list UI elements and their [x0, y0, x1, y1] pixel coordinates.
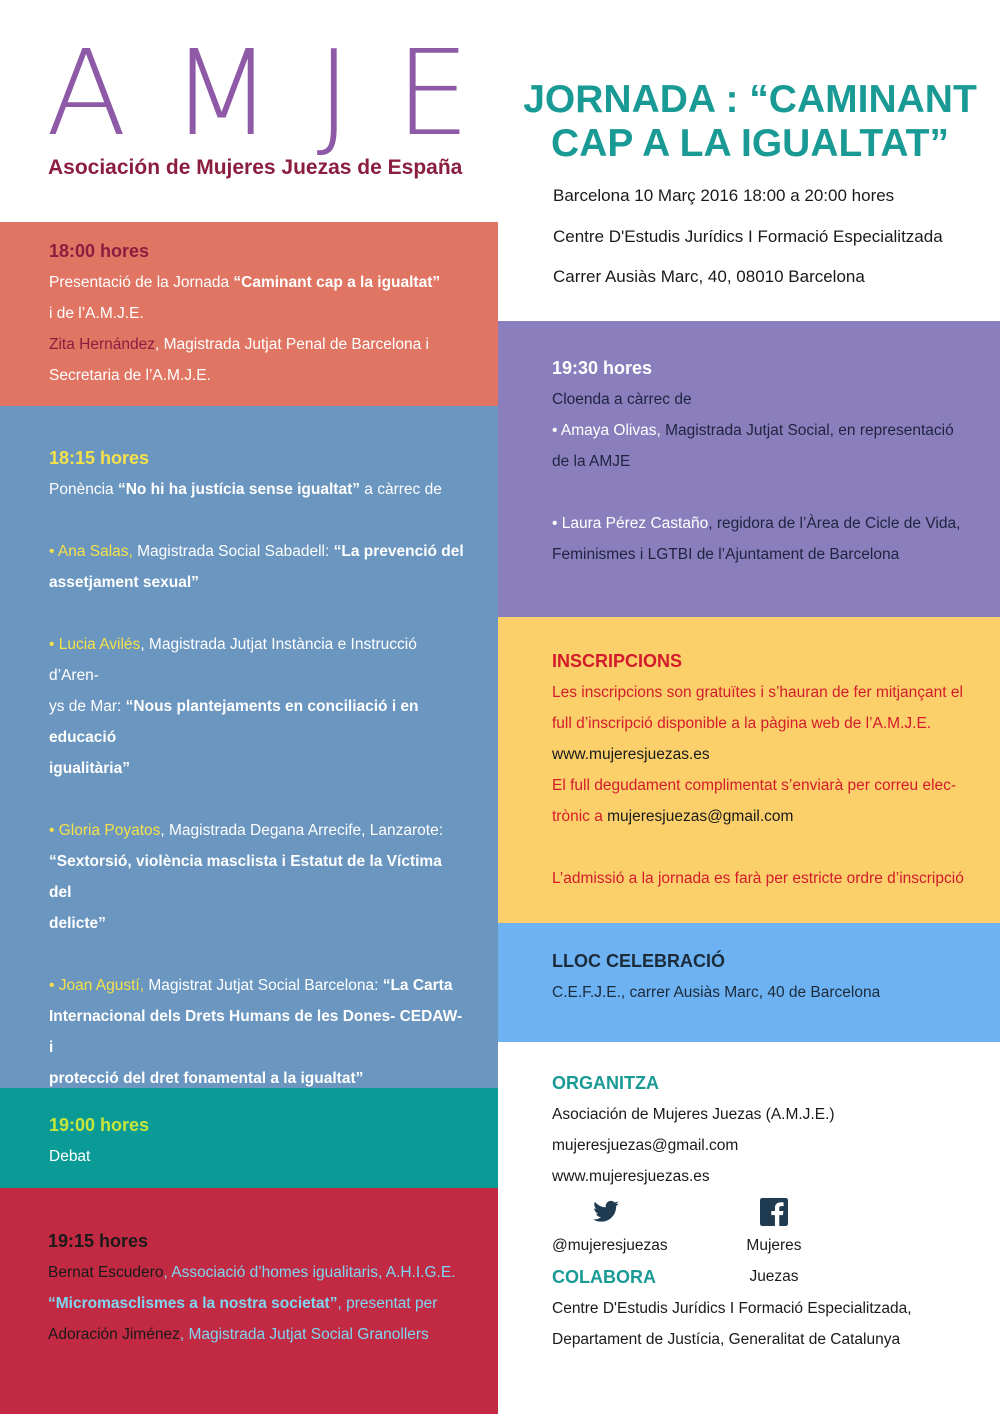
amje-logo: AMJE [46, 24, 514, 162]
panelist-4-talk-cont2: protecció del dret fonamental a la igualtat” [49, 1070, 364, 1087]
registration-line2: full d’inscripció disponible a la pàgina web de l’A.M.J.E. [552, 715, 932, 732]
session-1815-hour: 18:15 hores [49, 448, 150, 468]
registration-admission-note: L’admissió a la jornada es farà per estricte ordre d’inscripció [552, 870, 964, 887]
panelist-2-talk-cont: igualitària” [49, 760, 130, 777]
event-address: Carrer Ausiàs Marc, 40, 08010 Barcelona [553, 267, 865, 286]
session-1900-panel [0, 1088, 498, 1188]
panelist-4-name: • Joan Agustí, [49, 977, 145, 994]
closing-speaker-1-role: Magistrada Jutjat Social, en representació [660, 422, 954, 439]
organizer-title: ORGANITZA [552, 1073, 659, 1093]
panelist-3-role: , Magistrada Degana Arrecife, Lanzarote: [160, 822, 444, 839]
session-1900-hour: 19:00 hores [49, 1115, 150, 1135]
facebook-icon [760, 1198, 788, 1226]
panelist-3-line [49, 815, 468, 846]
session-1915-line2 [48, 1288, 468, 1319]
closing-speaker-1-name: • Amaya Olivas, [552, 422, 661, 439]
organizer-name: Asociación de Mujeres Juezas (A.M.J.E.) [552, 1106, 835, 1123]
session-1800-speaker-role-cont: Secretaria de l’A.M.J.E. [49, 367, 211, 384]
panelist-3-talk-cont: delicte” [49, 915, 106, 932]
registration-email-link[interactable]: mujeresjuezas@gmail.com [607, 808, 794, 825]
closing-speaker-1-line [552, 415, 970, 446]
session-1915-panel [0, 1188, 498, 1414]
panelist-2-role-cont: ys de Mar: [49, 698, 126, 715]
organizer-website-link[interactable]: www.mujeresjuezas.es [552, 1168, 710, 1185]
session-1815-intro-end: a càrrec de [359, 481, 442, 498]
venue-title: LLOC CELEBRACIÓ [552, 951, 725, 971]
panelist-1-talk: “La prevenció del [333, 543, 464, 560]
session-1800-intro [49, 267, 458, 298]
panelist-3-name: • Gloria Poyatos [49, 822, 161, 839]
panelist-4-line [49, 970, 468, 1001]
session-1915-talk: “Micromasclismes a la nostra societat” [48, 1295, 338, 1312]
event-venue: Centre D'Estudis Jurídics I Formació Especialitzada [553, 227, 943, 246]
panelist-1-role: Magistrada Social Sabadell: [132, 543, 334, 560]
panelist-2-line2 [49, 691, 468, 753]
panelist-2-role: , Magistrada Jutjat Instància e Instrucció d’Aren- [49, 636, 417, 684]
session-1800-intro-title: “Caminant cap a la igualtat” [233, 274, 441, 291]
closing-speaker-1-role-cont: de la AMJE [552, 453, 631, 470]
closing-speaker-2-role: , regidora de l’Àrea de Cicle de Vida, [708, 515, 961, 532]
session-1800-intro-text: Presentació de la Jornada [49, 274, 234, 291]
session-1915-line3 [48, 1319, 468, 1350]
twitter-handle: @mujeresjuezas [552, 1237, 668, 1254]
session-1800-speaker-line [49, 329, 458, 360]
panelist-1-talk-cont: assetjament sexual” [49, 574, 199, 591]
session-1800-speaker-role: , Magistrada Jutjat Penal de Barcelona i [154, 336, 429, 353]
collaborator-title: COLABORA [552, 1267, 656, 1287]
event-title [500, 78, 1000, 166]
twitter-link[interactable] [552, 1198, 668, 1261]
session-1915-speaker1: Bernat Escudero [48, 1264, 164, 1281]
session-1900-text: Debat [49, 1148, 91, 1165]
panelist-4-role: Magistrat Jutjat Social Barcelona: [144, 977, 383, 994]
organizer-email-link[interactable]: mujeresjuezas@gmail.com [552, 1137, 739, 1154]
session-1815-intro-text: Ponència [49, 481, 118, 498]
panelist-3-talk: “Sextorsió, violència masclista i Estatut de la Víctima del [49, 853, 442, 901]
organizer-panel [498, 1062, 1000, 1412]
panelist-2-line [49, 629, 468, 691]
venue-panel [498, 923, 1000, 1042]
facebook-link[interactable] [722, 1198, 826, 1292]
panelist-2-talk: “Nous plantejaments en conciliació i en educació [49, 698, 419, 746]
session-1800-intro-cont: i de l’A.M.J.E. [49, 305, 144, 322]
facebook-page-name: Mujeres Juezas [746, 1237, 802, 1285]
collaborator-line2: Departament de Justícia, Generalitat de Catalunya [552, 1331, 901, 1348]
session-1800-hour: 18:00 hores [49, 241, 150, 261]
registration-line4-text: trònic a [552, 808, 608, 825]
closing-speaker-2-name: • Laura Pérez Castaño [552, 515, 709, 532]
panelist-1-name: • Ana Salas, [49, 543, 133, 560]
session-1815-intro [49, 474, 468, 505]
session-1815-talk-title: “No hi ha justícia sense igualtat” [117, 481, 360, 498]
closing-speaker-2-line [552, 508, 970, 539]
registration-line1: Les inscripcions son gratuïtes i s’hauran de fer mitjançant el [552, 684, 963, 701]
session-1915-role2: , Magistrada Jutjat Social Granollers [179, 1326, 429, 1343]
collaborator-line1: Centre D'Estudis Jurídics I Formació Especialitzada, [552, 1300, 912, 1317]
event-date: Barcelona 10 Març 2016 18:00 a 20:00 hores [553, 186, 895, 205]
session-1915-line1 [48, 1257, 468, 1288]
panelist-4-talk: “La Carta [382, 977, 453, 994]
panelist-1-line [49, 536, 468, 567]
session-1930-panel [498, 321, 1000, 617]
panelist-4-talk-cont: Internacional dels Drets Humans de les Dones- CEDAW- i [49, 1008, 463, 1056]
organization-subtitle: Asociación de Mujeres Juezas de España [48, 156, 463, 179]
event-title-line2: CAP A LA IGUALTAT” [551, 122, 949, 165]
session-1815-panel [0, 406, 498, 1088]
registration-title: INSCRIPCIONS [552, 651, 683, 671]
session-1915-hour: 19:15 hores [48, 1231, 149, 1251]
registration-line4 [552, 801, 970, 832]
session-1915-org1: , Associació d’homes igualitaris, A.H.I.G.E. [163, 1264, 456, 1281]
session-1930-hour: 19:30 hores [552, 358, 653, 378]
session-1800-speaker-name: Zita Hernández [49, 336, 155, 353]
panelist-2-name: • Lucia Avilés [49, 636, 141, 653]
session-1930-intro: Cloenda a càrrec de [552, 391, 692, 408]
twitter-icon [592, 1198, 620, 1226]
session-1915-presented: , presentat per [337, 1295, 438, 1312]
closing-speaker-2-role-cont: Feminismes i LGTBI de l’Ajuntament de Barcelona [552, 546, 900, 563]
venue-text: C.E.F.J.E., carrer Ausiàs Marc, 40 de Barcelona [552, 984, 881, 1001]
registration-website-link[interactable]: www.mujeresjuezas.es [552, 746, 710, 763]
session-1915-speaker2: Adoración Jiménez [48, 1326, 180, 1343]
registration-panel [498, 617, 1000, 923]
session-1800-panel [0, 222, 498, 406]
registration-line3: El full degudament complimentat s’enviarà per correu elec- [552, 777, 957, 794]
event-title-line1: JORNADA : “CAMINANT [523, 78, 977, 121]
